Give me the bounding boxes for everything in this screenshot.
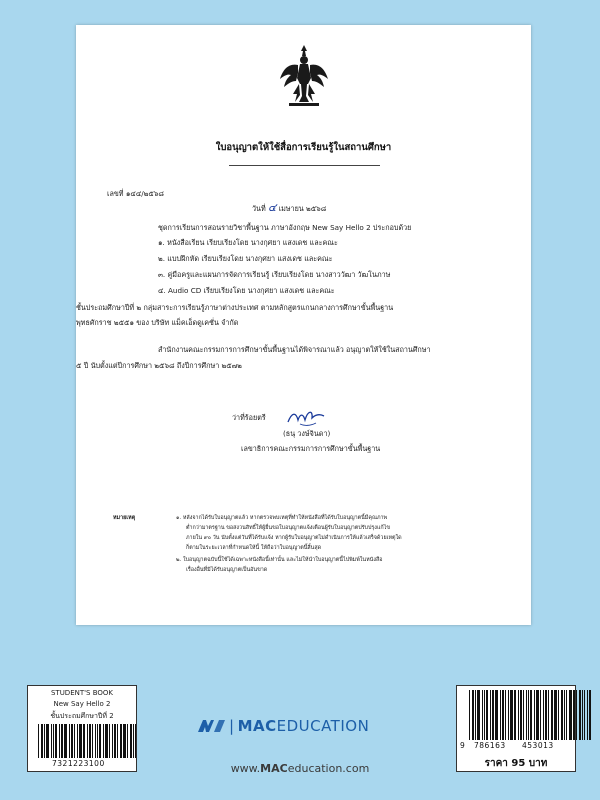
remark-line: เรื่องอื่นที่มิได้รับอนุญาตเป็นอันขาด (186, 567, 268, 573)
date-month-year: เมษายน ๒๕๖๘ (278, 204, 327, 213)
list-item: ๓. คู่มือครูและแผนการจัดการเรียนรู้ เรียบเรียงโดย นางสาววัฒา วัฒโนภาษ (158, 270, 391, 279)
barcode-bar (44, 724, 45, 758)
barcode-bar (135, 724, 136, 758)
barcode-bar (95, 724, 96, 758)
book-label-box (27, 685, 137, 772)
barcode-bar (89, 724, 91, 758)
barcode-bar (87, 724, 88, 758)
barcode-bar (127, 724, 128, 758)
barcode-bar (584, 690, 585, 740)
barcode-bar (55, 724, 57, 758)
paragraph1-line2: พุทธศักราช ๒๕๕๑ ของ บริษัท แม็คเอ็ดดูเคชั่น จำกัด (76, 318, 239, 327)
barcode-bar (112, 724, 113, 758)
publisher-logo (198, 715, 369, 737)
signer-title: เลขาธิการคณะกรรมการการศึกษาขั้นพื้นฐาน (241, 444, 381, 453)
barcode-bar (566, 690, 567, 740)
barcode-bar (69, 724, 70, 758)
logo-brand: | MACEDUCATION (229, 717, 370, 735)
barcode-bar (99, 724, 101, 758)
paragraph2-line2: ๕ ปี นับตั้งแต่ปีการศึกษา ๒๕๖๘ ถึงปีการศึกษา ๒๕๗๒ (76, 361, 242, 370)
barcode-bar (133, 724, 134, 758)
barcode-bar (518, 690, 519, 740)
barcode-bar (38, 724, 39, 758)
barcode-bar (51, 724, 52, 758)
document-date (252, 201, 326, 216)
remark-line: ๒. ใบอนุญาตฉบับนี้ใช้ได้เฉพาะหนังสือนี้เท่านั้น และไม่ให้นำใบอนุญาตนี้ไปพิมพ์ในหนังสือ (176, 557, 383, 563)
barcode-bar (486, 690, 488, 740)
isbn-box (456, 685, 576, 772)
permission-document (76, 25, 531, 625)
list-item: ๔. Audio CD เรียบเรียงโดย นางกุศยา แสงเดช และคณะ (158, 286, 335, 295)
barcode-bar (540, 690, 541, 740)
date-prefix: วันที่ (252, 204, 266, 213)
barcode-bar (482, 690, 483, 740)
barcode-bar (71, 724, 73, 758)
barcode-bar (83, 724, 85, 758)
barcode-bar (46, 724, 49, 758)
barcode-bar (114, 724, 116, 758)
barcode-bar (514, 690, 516, 740)
barcode-bar (561, 690, 563, 740)
barcode-bar (551, 690, 553, 740)
barcode-bar (103, 724, 104, 758)
barcode-bar (472, 690, 474, 740)
document-title: ใบอนุญาตให้ใช้สื่อการเรียนรู้ในสถานศึกษา (215, 142, 392, 153)
barcode-bar (41, 724, 43, 758)
barcode-bar (105, 724, 108, 758)
isbn-group1: 786163 (474, 741, 506, 750)
barcode-bar (500, 690, 501, 740)
paragraph1-line1: ชั้นประถมศึกษาปีที่ ๒ กลุ่มสาระการเรียนรู้ภาษาต่างประเทศ ตามหลักสูตรแกนกลางการศึกษาขั้นพื้นฐาน (76, 303, 394, 312)
barcode-bar (123, 724, 126, 758)
barcode-bar (589, 690, 591, 740)
mac-logo-mark-icon (198, 719, 226, 733)
isbn-group2: 453013 (522, 741, 554, 750)
list-item: ๒. แบบฝึกหัด เรียบเรียงโดย นางกุศยา แสงเดช และคณะ (158, 254, 333, 263)
barcode-bar (502, 690, 504, 740)
barcode-bar (477, 690, 480, 740)
barcode-bar (120, 724, 122, 758)
website-rest: education.com (287, 762, 370, 775)
barcode-bar (523, 690, 524, 740)
barcode-bar (579, 690, 581, 740)
barcode-bar (117, 724, 118, 758)
barcode-bar (61, 724, 63, 758)
signer-rank: ว่าที่ร้อยตรี (232, 413, 266, 422)
barcode-bar (582, 690, 583, 740)
signature-icon (286, 408, 326, 428)
price: ราคา 95 บาท (484, 758, 548, 769)
barcode-bar (469, 690, 470, 740)
barcode-bar (77, 724, 78, 758)
isbn-barcode (469, 690, 592, 740)
remark-line: ต่ำกว่ามาตรฐาน ขอสงวนสิทธิ์ให้ผู้ยื่นขอใบอนุญาตแจ้งเตือนผู้รับใบอนุญาตปรับปรุงแก้ไข (186, 525, 391, 531)
document-number (107, 189, 164, 199)
barcode-bar (505, 690, 506, 740)
barcode-bar (536, 690, 539, 740)
list-item: ๑. หนังสือเรียน เรียบเรียงโดย นางกุศยา แสงเดช และคณะ (158, 238, 338, 247)
barcode-bar (109, 724, 110, 758)
barcode-bar (558, 690, 559, 740)
title-underline (229, 165, 380, 166)
website-bold: MAC (260, 762, 288, 775)
logo-brand-rest: EDUCATION (276, 717, 370, 735)
barcode-bar (564, 690, 565, 740)
barcode-bar (490, 690, 491, 740)
remark-line: ๑. หลังจากได้รับใบอนุญาตแล้ว หากตรวจพบเหตุที่ทำให้หนังสือที่ได้รับใบอนุญาตนี้มีคุณภาพ (176, 515, 388, 521)
garuda-emblem-icon (279, 43, 329, 109)
signer-name: (ธนุ วงษ์จินดา) (283, 429, 331, 438)
barcode-bar (130, 724, 132, 758)
logo-brand-bold: MAC (237, 717, 277, 735)
barcode-bar (576, 690, 577, 740)
barcode-bar (475, 690, 476, 740)
barcode-bar (587, 690, 588, 740)
barcode-bar (530, 690, 532, 740)
number-value: ๑๔๔/๒๕๖๘ (125, 189, 164, 198)
intro-line: ชุดการเรียนการสอนรายวิชาพื้นฐาน ภาษาอังกฤษ New Say Hello 2 ประกอบด้วย (158, 223, 412, 232)
book-type: STUDENT'S BOOK (50, 689, 114, 697)
isbn-lead-digit: 9 (460, 741, 466, 750)
barcode-bar (97, 724, 98, 758)
barcode-bar (510, 690, 513, 740)
barcode-bar (534, 690, 535, 740)
barcode-bar (528, 690, 529, 740)
barcode-bar (554, 690, 557, 740)
barcode-bar (548, 690, 549, 740)
small-barcode (38, 724, 138, 758)
barcode-bar (569, 690, 572, 740)
small-barcode-number: 7321223100 (52, 759, 105, 768)
barcode-bar (74, 724, 75, 758)
barcode-bar (92, 724, 93, 758)
barcode-bar (53, 724, 54, 758)
barcode-bar (526, 690, 527, 740)
barcode-bar (543, 690, 544, 740)
barcode-bar (573, 690, 575, 740)
barcode-bar (545, 690, 547, 740)
barcode-bar (484, 690, 485, 740)
barcode-bar (520, 690, 522, 740)
remarks-label: หมายเหตุ (113, 515, 136, 521)
date-day-handwritten: ๔ (267, 201, 277, 214)
paragraph2-line1: สำนักงานคณะกรรมการการศึกษาขั้นพื้นฐานได้พิจารณาแล้ว อนุญาตให้ใช้ในสถานศึกษา (158, 345, 431, 354)
remark-line: ก็ตามในระยะเวลาที่กำหนดให้นี้ ให้ถือว่าใบอนุญาตนี้สิ้นสุด (186, 545, 322, 551)
remark-line: ภายใน ๙๐ วัน นับตั้งแต่วันที่ได้รับแจ้ง หากผู้รับใบอนุญาตไม่ดำเนินการให้แล้วเสร็จด้วยเหตุใด (186, 535, 402, 541)
barcode-bar (495, 690, 498, 740)
barcode-bar (64, 724, 67, 758)
barcode-bar (508, 690, 509, 740)
book-grade: ชั้นประถมศึกษาปีที่ 2 (50, 712, 114, 720)
website-prefix: www. (230, 762, 261, 775)
barcode-bar (59, 724, 60, 758)
barcode-bar (79, 724, 82, 758)
barcode-bar (492, 690, 494, 740)
book-title: New Say Hello 2 (53, 700, 111, 708)
number-label: เลขที่ (107, 189, 124, 198)
